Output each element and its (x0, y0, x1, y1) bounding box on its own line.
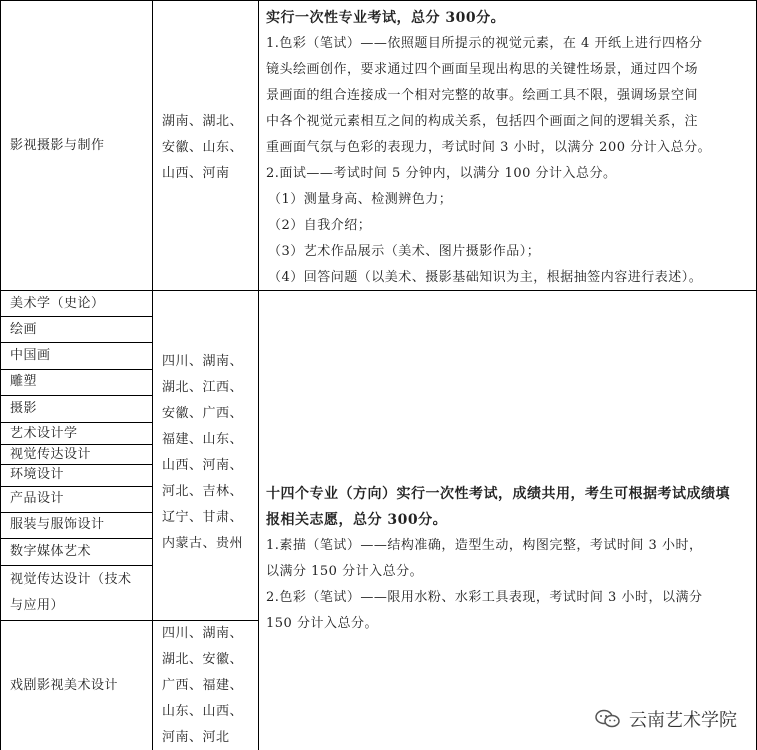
province-line: 四川、湖南、 (162, 354, 244, 369)
major-row-divider (0, 422, 152, 423)
province-line: 广西、福建、 (162, 678, 244, 693)
province-line: 湖北、安徽、 (162, 652, 244, 667)
province-line: 山西、河南 (162, 166, 230, 181)
major-row-divider (0, 538, 152, 539)
province-line: 四川、湖南、 (162, 626, 244, 641)
major-name: 美术学（史论） (10, 296, 105, 311)
exam-line: 150 分计入总分。 (266, 616, 378, 631)
major-row-divider (0, 342, 152, 343)
column-divider (258, 0, 259, 750)
watermark (595, 706, 737, 732)
major-name: 中国画 (10, 348, 51, 363)
major-name: 摄影 (10, 401, 38, 416)
major-name: 雕塑 (10, 374, 38, 389)
wechat-icon (595, 709, 621, 729)
province-line: 福建、山东、 (162, 432, 244, 447)
major-name: 数字媒体艺术 (10, 544, 92, 559)
exam-line: （4）回答问题（以美术、摄影基础知识为主，根据抽签内容进行表述）。 (268, 270, 703, 285)
major-row-divider (0, 464, 152, 465)
exam-line: 1.色彩（笔试）——依照题目所提示的视觉元素，在 4 开纸上进行四格分 (266, 36, 703, 51)
province-line: 山东、山西、 (162, 704, 244, 719)
exam-line: 2.色彩（笔试）——限用水粉、水彩工具表现，考试时间 3 小时，以满分 (266, 590, 703, 605)
major-name: 视觉传达设计（技术 (10, 572, 132, 587)
exam-line: （1）测量身高、检测辨色力； (268, 192, 453, 207)
major-name: 视觉传达设计 (10, 447, 92, 462)
province-line: 安徽、广西、 (162, 406, 244, 421)
major-name: 戏剧影视美术设计 (10, 678, 119, 693)
watermark-text: 云南艺术学院 (629, 710, 737, 731)
exam-title: 十四个专业（方向）实行一次性考试，成绩共用，考生可根据考试成绩填 (266, 486, 730, 502)
exam-title: 报相关志愿，总分 300分。 (266, 512, 448, 528)
major-row-divider (0, 316, 152, 317)
exam-line: 镜头绘画创作，要求通过四个画面呈现出构思的关键性场景，通过四个场 (266, 62, 699, 77)
major-name: 产品设计 (10, 491, 65, 506)
province-line: 安徽、山东、 (162, 140, 244, 155)
major-name: 与应用） (10, 598, 65, 613)
province-line: 河北、吉林、 (162, 484, 244, 499)
major-row-divider (0, 444, 152, 445)
column-divider (152, 0, 153, 750)
major-name: 影视摄影与制作 (10, 138, 105, 153)
major-row-divider (0, 565, 152, 566)
major-row-divider (0, 369, 152, 370)
major-row-divider (0, 486, 152, 487)
province-line: 湖北、江西、 (162, 380, 244, 395)
exam-line: （3）艺术作品展示（美术、图片摄影作品）； (268, 244, 541, 259)
exam-line: 景画面的组合连接成一个相对完整的故事。绘画工具不限，强调场景空间 (266, 88, 699, 103)
table-border-top (0, 0, 757, 1)
row-divider (0, 620, 258, 621)
major-name: 艺术设计学 (10, 426, 78, 441)
major-name: 环境设计 (10, 467, 65, 482)
province-line: 内蒙古、贵州 (162, 536, 244, 551)
table-border-left (0, 0, 1, 750)
province-line: 山西、河南、 (162, 458, 244, 473)
major-name: 绘画 (10, 322, 38, 337)
major-row-divider (0, 395, 152, 396)
exam-line: 中各个视觉元素相互之间的构成关系，包括四个画面之间的逻辑关系，注 (266, 114, 699, 129)
major-row-divider (0, 512, 152, 513)
province-line: 湖南、湖北、 (162, 114, 244, 129)
province-line: 辽宁、甘肃、 (162, 510, 244, 525)
exam-line: （2）自我介绍； (268, 218, 372, 233)
province-line: 河南、河北 (162, 730, 230, 745)
exam-line: 2.面试——考试时间 5 分钟内，以满分 100 分计入总分。 (266, 166, 617, 181)
major-name: 服装与服饰设计 (10, 517, 105, 532)
exam-title: 实行一次性专业考试，总分 300分。 (266, 10, 506, 26)
exam-line: 1.素描（笔试）——结构准确，造型生动，构图完整，考试时间 3 小时， (266, 538, 703, 553)
exam-line: 重画面气氛与色彩的表现力，考试时间 3 小时，以满分 200 分计入总分。 (266, 140, 712, 155)
row-divider (0, 290, 757, 291)
exam-line: 以满分 150 分计入总分。 (266, 564, 424, 579)
